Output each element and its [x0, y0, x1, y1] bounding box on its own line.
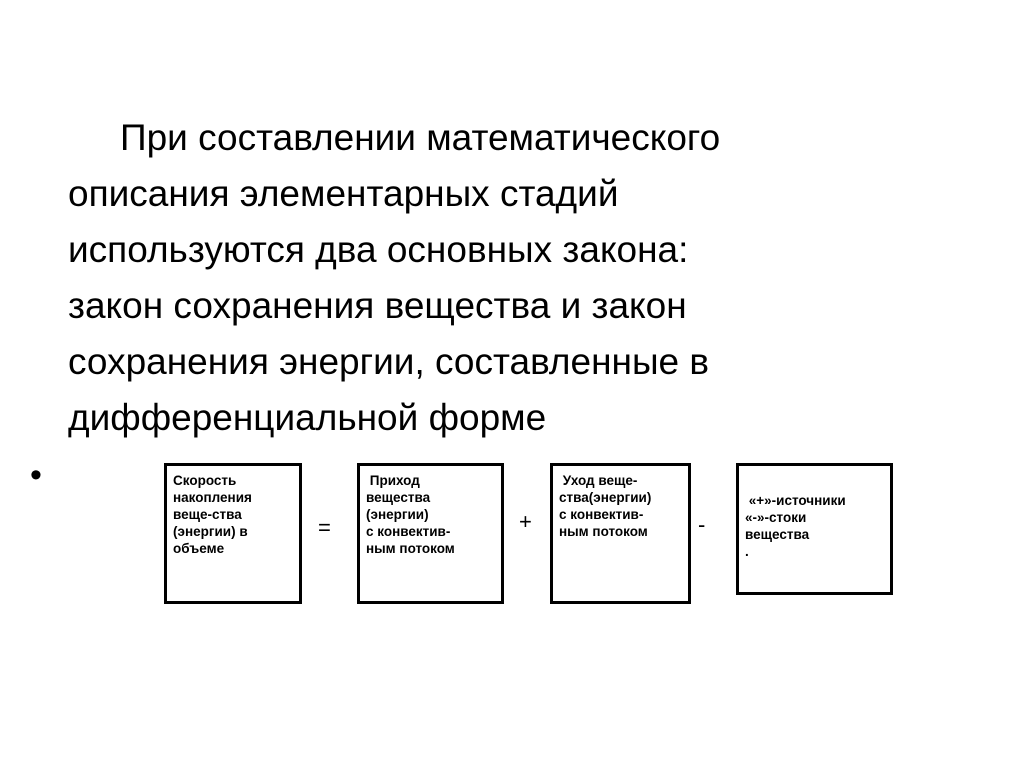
paragraph-line-1: При составлении математического — [120, 117, 721, 158]
paragraph-line-6: дифференциальной форме — [68, 397, 547, 438]
convective-inflow-box: Приход вещества (энергии) с конвектив- ным потоком — [357, 463, 504, 604]
paragraph-line-5: сохранения энергии, составленные в — [68, 341, 710, 382]
accumulation-rate-box: Скорость накопления веще-ства (энергии) в объеме — [164, 463, 302, 604]
paragraph-line-2: описания элементарных стадий — [68, 173, 619, 214]
minus-operator: - — [698, 512, 706, 537]
equals-operator: = — [318, 515, 331, 540]
plus-operator: + — [519, 509, 532, 534]
bullet-point: • — [30, 456, 42, 494]
paragraph-line-3: используются два основных закона: — [68, 229, 689, 270]
sources-sinks-box: «+»-источники «-»-стоки вещества . — [736, 463, 893, 595]
convective-outflow-box: Уход веще- ства(энергии) с конвектив- ным потоком — [550, 463, 691, 604]
intro-paragraph — [68, 110, 928, 446]
paragraph-line-4: закон сохранения вещества и закон — [68, 285, 687, 326]
